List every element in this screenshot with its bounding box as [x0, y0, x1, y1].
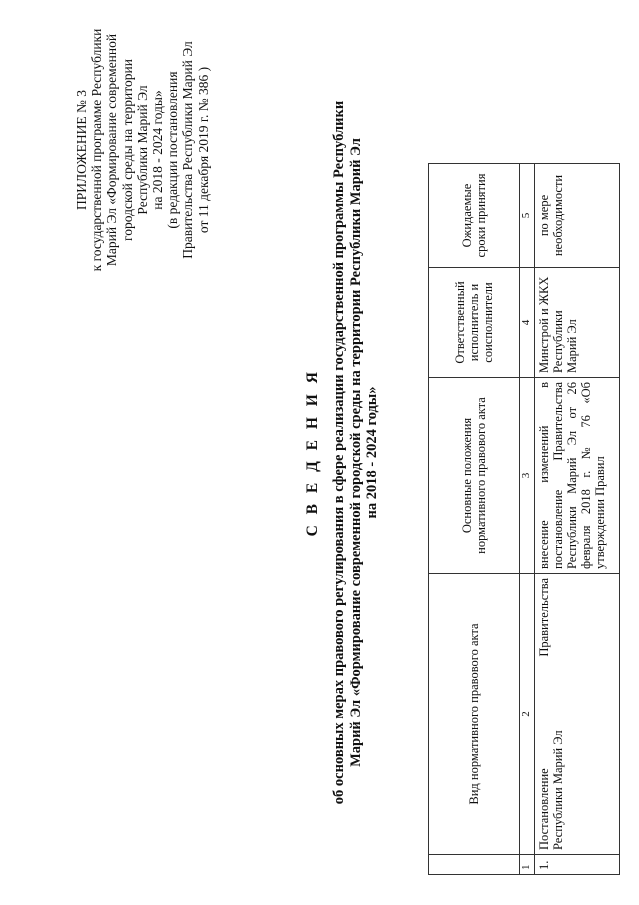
- row-provisions: внесение изменений в постановление Правительства Республики Марий Эл от 26 февраля 2018 г. № 76 «Об утверждении Правил: [535, 378, 620, 574]
- column-number: 2: [520, 574, 535, 855]
- appendix-line: Марий Эл «Формирование современной: [104, 33, 120, 267]
- appendix-line: (в редакции постановления: [165, 71, 181, 229]
- document-heading: [302, 0, 381, 905]
- heading-line: об основных мерах правового регулирования в сфере реализации государственной программы Республики: [331, 100, 347, 805]
- measures-table: [428, 163, 620, 875]
- column-number: 1: [520, 855, 535, 875]
- document-title: С В Е Д Е Н И Я: [304, 368, 321, 537]
- header-cell-deadline: Ожидаемые сроки принятия: [429, 164, 520, 268]
- table-row: [535, 164, 620, 875]
- appendix-line: к государственной программе Республики: [89, 28, 105, 272]
- appendix-line: Правительства Республики Марий Эл: [180, 41, 196, 259]
- column-number: 5: [520, 164, 535, 268]
- table-header-row: [429, 164, 520, 875]
- row-executor: Минстрой и ЖКХ Республики Марий Эл: [535, 268, 620, 378]
- heading-line: на 2018 - 2024 годы»: [364, 386, 380, 519]
- appendix-line: Республики Марий Эл: [134, 85, 150, 215]
- act-type-word: Постановление: [537, 768, 551, 850]
- header-cell-executor: Ответственный исполнитель и соисполнители: [429, 268, 520, 378]
- appendix-line: от 11 декабря 2019 г. № 386 ): [195, 66, 211, 234]
- column-number: 3: [520, 378, 535, 574]
- appendix-line: ПРИЛОЖЕНИЕ № 3: [74, 89, 89, 211]
- appendix-block: [74, 25, 211, 275]
- header-cell-num: [429, 855, 520, 875]
- row-deadline: по мере необходимости: [535, 164, 620, 268]
- column-number-row: [520, 164, 535, 875]
- act-type-line: Республики Марий Эл: [551, 730, 565, 850]
- appendix-line: городской среды на территории: [119, 59, 135, 241]
- header-cell-provisions: Основные положения нормативного правового акта: [429, 378, 520, 574]
- heading-line: Марий Эл «Формирование современной городской среды на территории Республики Марий Эл: [347, 138, 364, 767]
- act-type-word: Правительства: [537, 578, 551, 657]
- row-number: 1.: [535, 855, 620, 875]
- row-act-type: [535, 574, 620, 855]
- column-number: 4: [520, 268, 535, 378]
- header-cell-type: Вид нормативного правового акта: [429, 574, 520, 855]
- appendix-line: на 2018 - 2024 годы»: [150, 90, 166, 210]
